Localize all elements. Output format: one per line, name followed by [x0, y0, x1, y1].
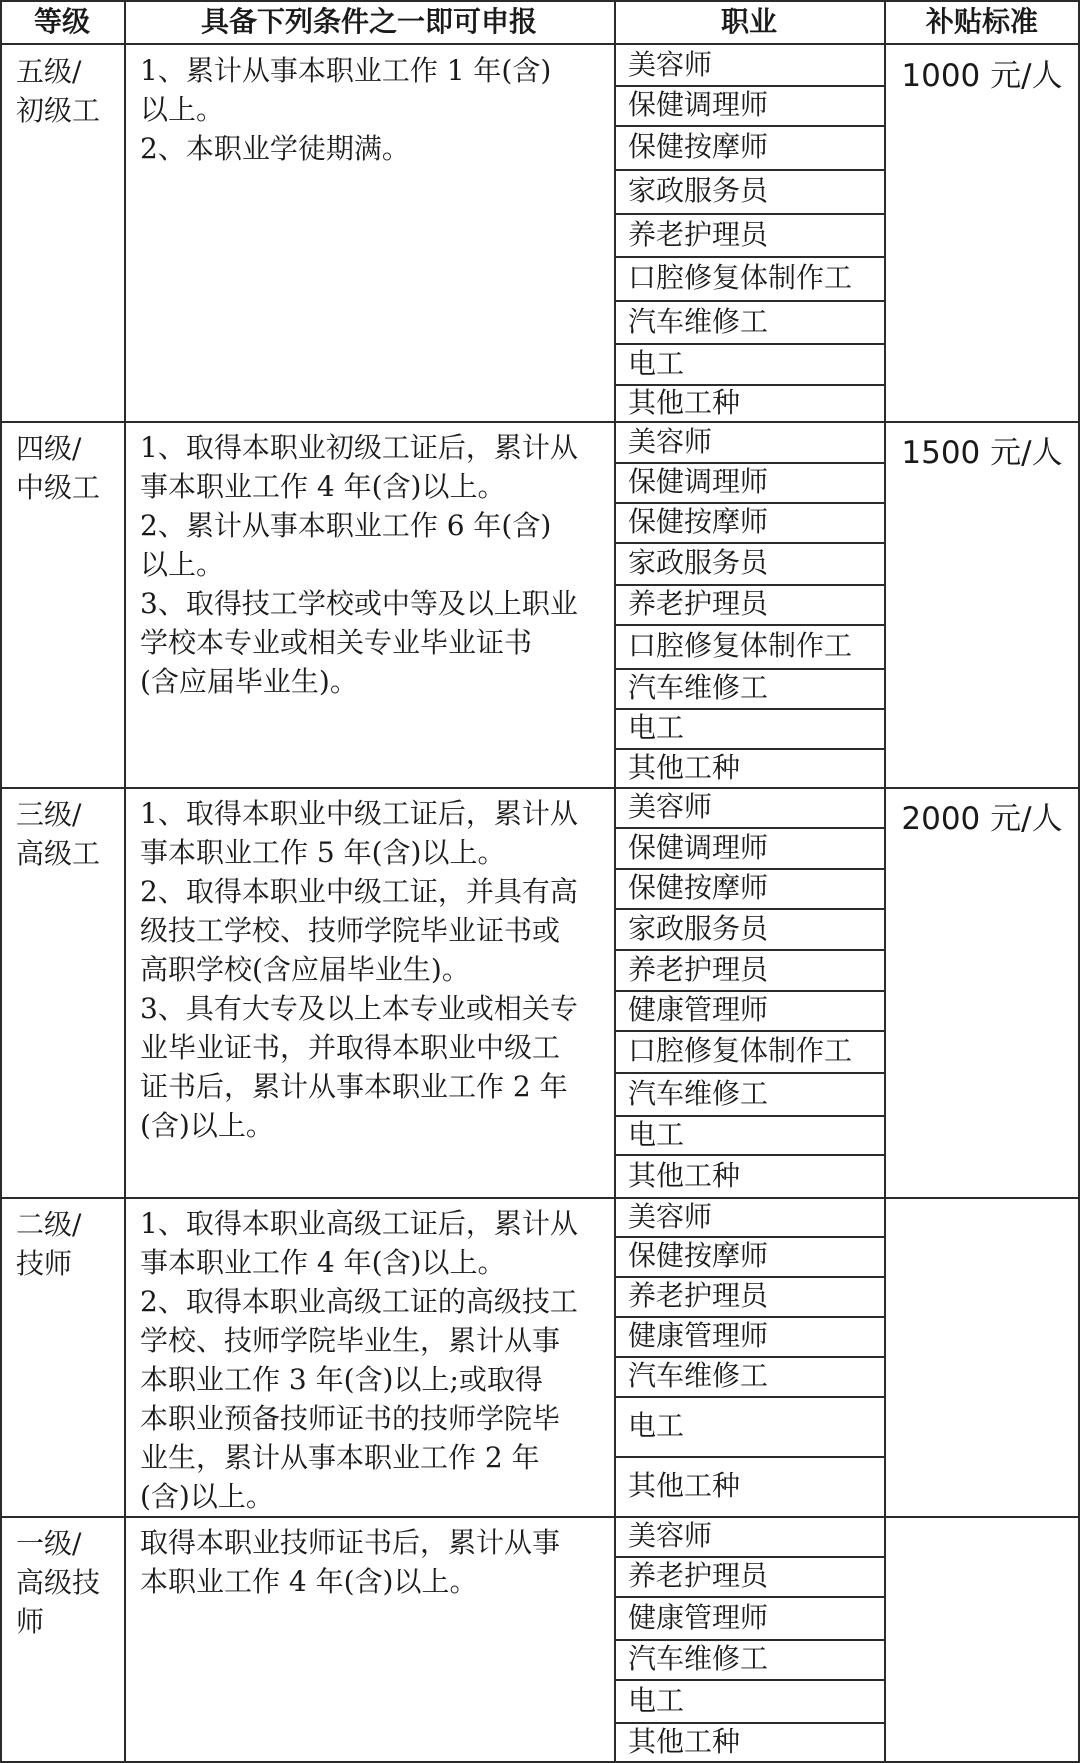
occupation-cell: 家政服务员 — [628, 912, 769, 945]
condition-line: 2、本职业学徒期满。 — [140, 132, 410, 165]
occupation-cell: 美容师 — [628, 425, 713, 458]
column-divider — [884, 0, 886, 1763]
occupation-cell: 养老护理员 — [628, 1279, 769, 1312]
occupation-cell: 汽车维修工 — [628, 671, 769, 704]
header-occupation: 职业 — [720, 5, 777, 38]
condition-line: 2、取得本职业中级工证，并具有高 — [140, 875, 578, 908]
level-text: 技师 — [16, 1247, 73, 1280]
occupation-cell: 口腔修复体制作工 — [628, 261, 853, 294]
occupation-cell: 美容师 — [628, 790, 713, 823]
conditions-cell — [140, 794, 610, 1145]
level-text: 二级/ — [16, 1208, 82, 1241]
condition-line: 事本职业工作 5 年(含)以上。 — [140, 836, 506, 869]
condition-line: 2、取得本职业高级工证的高级技工 — [140, 1285, 578, 1318]
occupation-cell: 其他工种 — [628, 1159, 741, 1192]
condition-line: 事本职业工作 4 年(含)以上。 — [140, 1246, 506, 1279]
subsidy-amount: 1500 元/人 — [901, 435, 1063, 471]
occupation-cell: 汽车维修工 — [628, 1642, 769, 1675]
level-cell — [16, 429, 124, 507]
condition-line: 1、累计从事本职业工作 1 年(含) — [140, 54, 552, 87]
level-text: 三级/ — [16, 798, 82, 831]
occupation-cell: 保健按摩师 — [628, 871, 769, 904]
level-text: 高级技 — [16, 1566, 101, 1599]
tier-divider — [0, 1516, 1080, 1518]
level-text: 四级/ — [16, 432, 82, 465]
occupation-cell: 电工 — [628, 1118, 685, 1151]
header-conditions: 具备下列条件之一即可申报 — [200, 5, 537, 38]
occupation-cell: 其他工种 — [628, 751, 741, 784]
condition-line: 学校、技师学院毕业生，累计从事 — [140, 1324, 561, 1357]
occupation-cell: 保健按摩师 — [628, 505, 769, 538]
table-border-left — [0, 0, 2, 1763]
level-text: 五级/ — [16, 55, 82, 88]
condition-line: 学校本专业或相关专业毕业证书 — [140, 626, 533, 659]
conditions-cell — [140, 51, 610, 168]
occupation-cell: 其他工种 — [628, 1469, 741, 1502]
condition-line: (含应届毕业生)。 — [140, 665, 358, 698]
occupation-cell: 养老护理员 — [628, 218, 769, 251]
occupation-cell: 保健按摩师 — [628, 1239, 769, 1272]
condition-line: (含)以上。 — [140, 1109, 274, 1142]
header-subsidy: 补贴标准 — [925, 5, 1038, 38]
condition-line: 级技工学校、技师学院毕业证书或 — [140, 914, 561, 947]
level-cell — [16, 52, 124, 130]
column-divider — [614, 0, 616, 1763]
condition-line: 3、取得技工学校或中等及以上职业 — [140, 587, 578, 620]
level-text: 中级工 — [16, 471, 101, 504]
occupation-cell: 口腔修复体制作工 — [628, 629, 853, 662]
subsidy-amount: 2000 元/人 — [901, 801, 1063, 837]
condition-line: 取得本职业技师证书后，累计从事 — [140, 1526, 561, 1559]
tier-divider — [0, 421, 1080, 423]
condition-line: 1、取得本职业中级工证后，累计从 — [140, 797, 578, 830]
condition-line: 本职业工作 3 年(含)以上;或取得 — [140, 1363, 543, 1396]
occupation-cell: 口腔修复体制作工 — [628, 1034, 853, 1067]
condition-line: 以上。 — [140, 548, 225, 581]
occupation-cell: 家政服务员 — [628, 546, 769, 579]
level-text: 初级工 — [16, 94, 101, 127]
subsidy-amount: 1000 元/人 — [901, 58, 1063, 94]
condition-line: 1、取得本职业高级工证后，累计从 — [140, 1207, 578, 1240]
condition-line: 3、具有大专及以上本专业或相关专 — [140, 992, 578, 1025]
level-text: 师 — [16, 1605, 45, 1638]
occupation-cell: 家政服务员 — [628, 174, 769, 207]
conditions-cell — [140, 1523, 610, 1601]
occupation-cell: 美容师 — [628, 48, 713, 81]
occupation-cell: 美容师 — [628, 1200, 713, 1233]
occupation-cell: 健康管理师 — [628, 1601, 769, 1634]
occupation-cell: 汽车维修工 — [628, 1359, 769, 1392]
occupation-cell: 健康管理师 — [628, 993, 769, 1026]
occupation-cell: 其他工种 — [628, 1725, 741, 1758]
condition-line: 业毕业证书，并取得本职业中级工 — [140, 1031, 561, 1064]
condition-line: 证书后，累计从事本职业工作 2 年 — [140, 1070, 568, 1103]
occupation-cell: 汽车维修工 — [628, 305, 769, 338]
occupation-cell: 保健调理师 — [628, 465, 769, 498]
occupation-cell: 保健按摩师 — [628, 130, 769, 163]
conditions-cell — [140, 1204, 610, 1516]
occupation-cell: 电工 — [628, 1409, 685, 1442]
condition-line: 高职学校(含应届毕业生)。 — [140, 953, 470, 986]
header-level: 等级 — [33, 5, 90, 38]
conditions-cell — [140, 428, 610, 701]
tier-divider — [0, 787, 1080, 789]
occupation-cell: 其他工种 — [628, 386, 741, 419]
occupation-cell: 养老护理员 — [628, 587, 769, 620]
level-cell — [16, 795, 124, 873]
level-text: 高级工 — [16, 837, 101, 870]
column-divider — [124, 0, 126, 1763]
occupation-cell: 电工 — [628, 1684, 685, 1717]
occupation-cell: 汽车维修工 — [628, 1077, 769, 1110]
condition-line: 1、取得本职业初级工证后，累计从 — [140, 431, 578, 464]
occupation-cell: 电工 — [628, 347, 685, 380]
tier-divider — [0, 1197, 1080, 1199]
occupation-cell: 保健调理师 — [628, 831, 769, 864]
condition-line: (含)以上。 — [140, 1480, 274, 1513]
condition-line: 以上。 — [140, 93, 225, 126]
level-cell — [16, 1205, 124, 1283]
occupation-cell: 健康管理师 — [628, 1319, 769, 1352]
condition-line: 事本职业工作 4 年(含)以上。 — [140, 470, 506, 503]
occupation-cell: 养老护理员 — [628, 1559, 769, 1592]
occupation-cell: 保健调理师 — [628, 88, 769, 121]
level-cell — [16, 1524, 124, 1641]
occupation-cell: 美容师 — [628, 1519, 713, 1552]
condition-line: 本职业工作 4 年(含)以上。 — [140, 1565, 478, 1598]
occupation-cell: 养老护理员 — [628, 953, 769, 986]
occupation-cell: 电工 — [628, 711, 685, 744]
level-text: 一级/ — [16, 1527, 82, 1560]
condition-line: 2、累计从事本职业工作 6 年(含) — [140, 509, 552, 542]
condition-line: 业生，累计从事本职业工作 2 年 — [140, 1441, 540, 1474]
condition-line: 本职业预备技师证书的技师学院毕 — [140, 1402, 561, 1435]
